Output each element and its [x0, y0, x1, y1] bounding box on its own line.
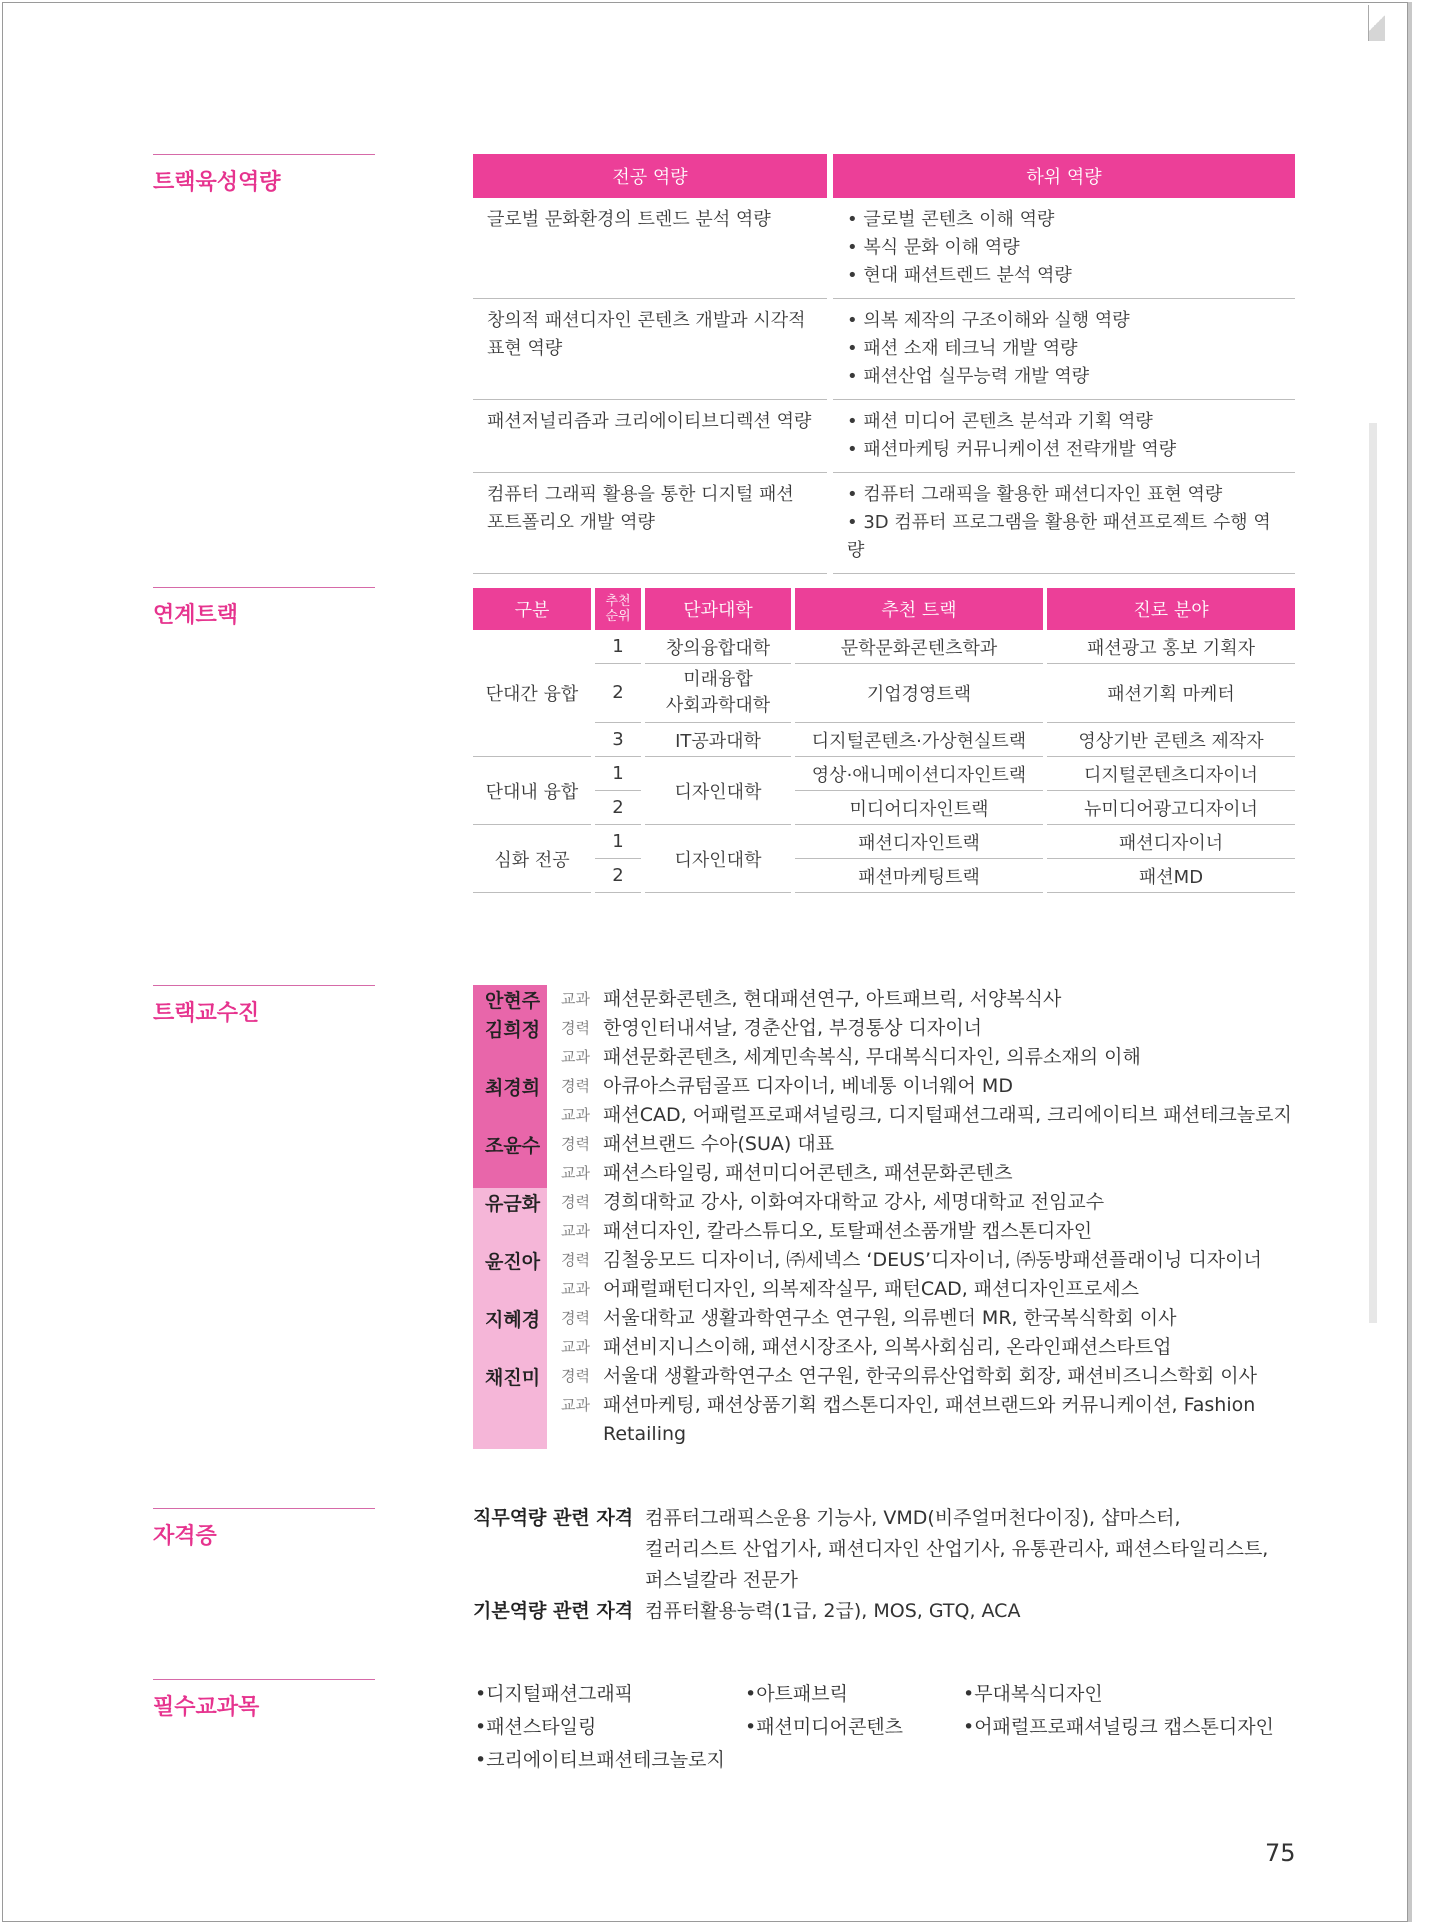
- career-cell: 패션기획 마케터: [1047, 664, 1295, 723]
- faculty-row: [473, 1014, 1303, 1072]
- linked-track-row: [473, 859, 1295, 893]
- detail-text: 패션스타일링, 패션미디어콘텐츠, 패션문화콘텐츠: [603, 1162, 1013, 1184]
- college-cell: [645, 664, 791, 723]
- competency-row: [473, 299, 1295, 400]
- faculty-details: [547, 1188, 1303, 1246]
- faculty-detail-line: [561, 1159, 1303, 1188]
- sub-competency-item: • 현대 패션트렌드 분석 역량: [847, 265, 1072, 286]
- career-cell: 패션광고 홍보 기획자: [1047, 630, 1295, 664]
- faculty-detail-line: [561, 985, 1303, 1014]
- detail-text: 서울대학교 생활과학연구소 연구원, 의류벤더 MR, 한국복식학회 이사: [603, 1307, 1177, 1329]
- document-page: [2, 2, 1408, 1922]
- linked-track-row: [473, 757, 1295, 791]
- certificate-text: 컬러리스트 산업기사, 패션디자인 산업기사, 유통관리사, 패션스타일리스트,: [645, 1538, 1269, 1560]
- page-edge-shadow: [1369, 423, 1377, 1323]
- faculty-detail-line: [561, 1101, 1303, 1130]
- detail-text: 패션마케팅, 패션상품기획 캡스톤디자인, 패션브랜드와 커뮤니케이션, Fashion Retailing: [603, 1394, 1256, 1445]
- required-course-item: •패션미디어콘텐츠: [745, 1716, 904, 1738]
- detail-text: 패션문화콘텐츠, 세계민속복식, 무대복식디자인, 의류소재의 이해: [603, 1046, 1141, 1068]
- major-competency-text: 패션저널리즘과 크리에이티브디렉션 역량: [487, 411, 812, 432]
- sub-competency-cell: [833, 198, 1295, 299]
- detail-text: 패션CAD, 어패럴프로패셔널링크, 디지털패션그래픽, 크리에이티브 패션테크놀로지: [603, 1104, 1292, 1126]
- faculty-detail-line: [561, 1014, 1303, 1043]
- detail-text: 패션비지니스이해, 패션시장조사, 의복사회심리, 온라인패션스타트업: [603, 1336, 1172, 1358]
- college-cell: 디자인대학: [645, 825, 791, 893]
- competency-table: [473, 154, 1295, 574]
- faculty-name: 김희정: [473, 1014, 547, 1072]
- detail-text: 김철웅모드 디자이너, ㈜세넥스 ‘DEUS’디자이너, ㈜동방패션플래이닝 디자이너: [603, 1249, 1262, 1271]
- certificate-row: [473, 1596, 1303, 1627]
- linked-track-row: [473, 825, 1295, 859]
- faculty-name: 지혜경: [473, 1304, 547, 1362]
- detail-text: 패션브랜드 수아(SUA) 대표: [603, 1133, 835, 1155]
- major-competency-text: 표현 역량: [487, 338, 563, 359]
- section-title-competency: 트랙육성역량: [153, 154, 375, 196]
- faculty-row: [473, 1130, 1303, 1188]
- faculty-name: 윤진아: [473, 1246, 547, 1304]
- header-category: 구분: [473, 588, 591, 630]
- career-cell: 패션MD: [1047, 859, 1295, 893]
- detail-tag: 교과: [561, 1048, 590, 1066]
- linked-track-row: [473, 723, 1295, 757]
- detail-tag: 교과: [561, 990, 590, 1008]
- track-cell: 기업경영트랙: [795, 664, 1043, 723]
- certificate-items: [645, 1503, 1268, 1596]
- detail-text: 패션문화콘텐츠, 현대패션연구, 아트패브릭, 서양복식사: [603, 988, 1062, 1010]
- faculty-detail-line: [561, 1391, 1303, 1449]
- detail-tag: 경력: [561, 1193, 590, 1211]
- faculty-detail-line: [561, 1246, 1303, 1275]
- detail-text: 경희대학교 강사, 이화여자대학교 강사, 세명대학교 전임교수: [603, 1191, 1105, 1213]
- faculty-name: 채진미: [473, 1362, 547, 1449]
- faculty-detail-line: [561, 1043, 1303, 1072]
- faculty-details: [547, 985, 1303, 1014]
- college-cell: [645, 723, 791, 757]
- required-course-list: [475, 1679, 1295, 1776]
- page-number: 75: [1265, 1839, 1296, 1867]
- faculty-details: [547, 1362, 1303, 1449]
- faculty-detail-line: [561, 1072, 1303, 1101]
- rank-cell: 1: [595, 757, 641, 791]
- rank-cell: 2: [595, 664, 641, 723]
- major-competency-text: 창의적 패션디자인 콘텐츠 개발과 시각적: [487, 310, 806, 331]
- major-competency-text: 포트폴리오 개발 역량: [487, 512, 655, 533]
- faculty-name: 안현주: [473, 985, 547, 1014]
- header-sub-competency: 하위 역량: [833, 154, 1295, 198]
- certificate-label: 직무역량 관련 자격: [473, 1507, 634, 1529]
- rank-cell: 1: [595, 825, 641, 859]
- required-course-item: •아트패브릭: [745, 1683, 848, 1705]
- certificate-list: [473, 1503, 1303, 1627]
- sub-competency-item: • 패션산업 실무능력 개발 역량: [847, 366, 1090, 387]
- detail-text: 어패럴패턴디자인, 의복제작실무, 패턴CAD, 패션디자인프로세스: [603, 1278, 1139, 1300]
- section-title-required-courses: 필수교과목: [153, 1679, 375, 1721]
- faculty-details: [547, 1014, 1303, 1072]
- section-title-certificates: 자격증: [153, 1508, 375, 1550]
- sub-competency-item: • 패션 미디어 콘텐츠 분석과 기획 역량: [847, 411, 1153, 432]
- college-text: 창의융합대학: [665, 637, 771, 659]
- header-career: 진로 분야: [1047, 588, 1295, 630]
- college-text: 미래융합: [683, 669, 753, 690]
- sub-competency-item: • 컴퓨터 그래픽을 활용한 패션디자인 표현 역량: [847, 484, 1223, 505]
- competency-row: [473, 400, 1295, 473]
- required-course-item: •디지털패션그래픽: [475, 1683, 634, 1705]
- faculty-row: [473, 1188, 1303, 1246]
- linked-track-row: [473, 791, 1295, 825]
- certificate-row: [473, 1503, 1303, 1596]
- track-cell: 디지털콘텐츠·가상현실트랙: [795, 723, 1043, 757]
- faculty-name: 유금화: [473, 1188, 547, 1246]
- required-course-item: •크리에이티브패션테크놀로지: [475, 1749, 725, 1771]
- sub-competency-cell: [833, 400, 1295, 473]
- certificate-text: 퍼스널칼라 전문가: [645, 1569, 798, 1591]
- faculty-details: [547, 1130, 1303, 1188]
- faculty-row: [473, 1072, 1303, 1130]
- major-competency-text: 컴퓨터 그래픽 활용을 통한 디지털 패션: [487, 484, 794, 505]
- career-cell: 뉴미디어광고디자이너: [1047, 791, 1295, 825]
- faculty-detail-line: [561, 1188, 1303, 1217]
- detail-tag: 교과: [561, 1280, 590, 1298]
- faculty-row: [473, 1246, 1303, 1304]
- header-college: 단과대학: [645, 588, 791, 630]
- detail-text: 패션디자인, 칼라스튜디오, 토탈패션소품개발 캡스톤디자인: [603, 1220, 1093, 1242]
- header-track: 추천 트랙: [795, 588, 1043, 630]
- detail-tag: 경력: [561, 1309, 590, 1327]
- sub-competency-item: • 의복 제작의 구조이해와 실행 역량: [847, 310, 1130, 331]
- track-cell: 패션마케팅트랙: [795, 859, 1043, 893]
- required-course-item: •어패럴프로패셔널링크 캡스톤디자인: [963, 1716, 1274, 1738]
- sub-competency-cell: [833, 473, 1295, 574]
- rank-cell: 3: [595, 723, 641, 757]
- detail-text: 한영인터내셔날, 경춘산업, 부경통상 디자이너: [603, 1017, 982, 1039]
- college-text: 사회과학대학: [665, 695, 771, 716]
- faculty-detail-line: [561, 1217, 1303, 1246]
- detail-tag: 경력: [561, 1135, 590, 1153]
- sub-competency-item: • 패션 소재 테크닉 개발 역량: [847, 338, 1078, 359]
- college-text: IT공과대학: [675, 730, 761, 752]
- detail-tag: 경력: [561, 1367, 590, 1385]
- sub-competency-cell: [833, 299, 1295, 400]
- detail-text: 아큐아스큐텀골프 디자이너, 베네통 이너웨어 MD: [603, 1075, 1013, 1097]
- category-cell: 단대내 융합: [473, 757, 591, 825]
- faculty-details: [547, 1304, 1303, 1362]
- page-curl: [1368, 5, 1385, 41]
- faculty-detail-line: [561, 1304, 1303, 1333]
- rank-cell: 2: [595, 791, 641, 825]
- category-cell: 심화 전공: [473, 825, 591, 893]
- header-major-competency: 전공 역량: [473, 154, 827, 198]
- competency-row: [473, 198, 1295, 299]
- sub-competency-item: • 3D 컴퓨터 프로그램을 활용한 패션프로젝트 수행 역량: [847, 512, 1271, 561]
- major-competency-cell: [473, 299, 827, 400]
- category-cell: 단대간 융합: [473, 630, 591, 757]
- linked-track-table: [473, 588, 1295, 893]
- detail-tag: 경력: [561, 1019, 590, 1037]
- rank-cell: 2: [595, 859, 641, 893]
- faculty-row: [473, 985, 1303, 1014]
- faculty-detail-line: [561, 1362, 1303, 1391]
- track-cell: 패션디자인트랙: [795, 825, 1043, 859]
- certificate-label: 기본역량 관련 자격: [473, 1600, 634, 1622]
- certificate-text: 컴퓨터활용능력(1급, 2급), MOS, GTQ, ACA: [645, 1600, 1021, 1622]
- linked-track-row: [473, 630, 1295, 664]
- certificate-text: 컴퓨터그래픽스운용 기능사, VMD(비주얼머천다이징), 샵마스터,: [645, 1507, 1181, 1529]
- certificate-items: [645, 1596, 1020, 1627]
- major-competency-cell: [473, 473, 827, 574]
- required-course-item: •패션스타일링: [475, 1716, 597, 1738]
- faculty-detail-line: [561, 1275, 1303, 1304]
- section-title-faculty: 트랙교수진: [153, 985, 375, 1027]
- major-competency-text: 글로벌 문화환경의 트렌드 분석 역량: [487, 209, 771, 230]
- faculty-details: [547, 1072, 1303, 1130]
- track-cell: 미디어디자인트랙: [795, 791, 1043, 825]
- major-competency-cell: [473, 400, 827, 473]
- detail-tag: 교과: [561, 1222, 590, 1240]
- required-course-item: •무대복식디자인: [963, 1683, 1103, 1705]
- career-cell: 디지털콘텐츠디자이너: [1047, 757, 1295, 791]
- career-cell: 패션디자이너: [1047, 825, 1295, 859]
- section-title-linked-track: 연계트랙: [153, 587, 375, 629]
- sub-competency-item: • 패션마케팅 커뮤니케이션 전략개발 역량: [847, 439, 1177, 460]
- rank-cell: 1: [595, 630, 641, 664]
- faculty-name: 최경희: [473, 1072, 547, 1130]
- faculty-name: 조윤수: [473, 1130, 547, 1188]
- faculty-detail-line: [561, 1130, 1303, 1159]
- track-cell: 영상·애니메이션디자인트랙: [795, 757, 1043, 791]
- faculty-row: [473, 1362, 1303, 1449]
- faculty-list: [473, 985, 1303, 1449]
- faculty-row: [473, 1304, 1303, 1362]
- major-competency-cell: [473, 198, 827, 299]
- header-rank: 추천 순위: [595, 588, 641, 630]
- college-cell: 디자인대학: [645, 757, 791, 825]
- faculty-detail-line: [561, 1333, 1303, 1362]
- sub-competency-item: • 복식 문화 이해 역량: [847, 237, 1020, 258]
- detail-text: 서울대 생활과학연구소 연구원, 한국의류산업학회 회장, 패션비즈니스학회 이사: [603, 1365, 1258, 1387]
- detail-tag: 교과: [561, 1396, 590, 1414]
- detail-tag: 교과: [561, 1164, 590, 1182]
- detail-tag: 경력: [561, 1251, 590, 1269]
- track-cell: 문학문화콘텐츠학과: [795, 630, 1043, 664]
- college-cell: [645, 630, 791, 664]
- faculty-details: [547, 1246, 1303, 1304]
- career-cell: 영상기반 콘텐츠 제작자: [1047, 723, 1295, 757]
- linked-track-row: [473, 664, 1295, 723]
- sub-competency-item: • 글로벌 콘텐츠 이해 역량: [847, 209, 1055, 230]
- detail-tag: 교과: [561, 1106, 590, 1124]
- detail-tag: 경력: [561, 1077, 590, 1095]
- competency-row: [473, 473, 1295, 574]
- detail-tag: 교과: [561, 1338, 590, 1356]
